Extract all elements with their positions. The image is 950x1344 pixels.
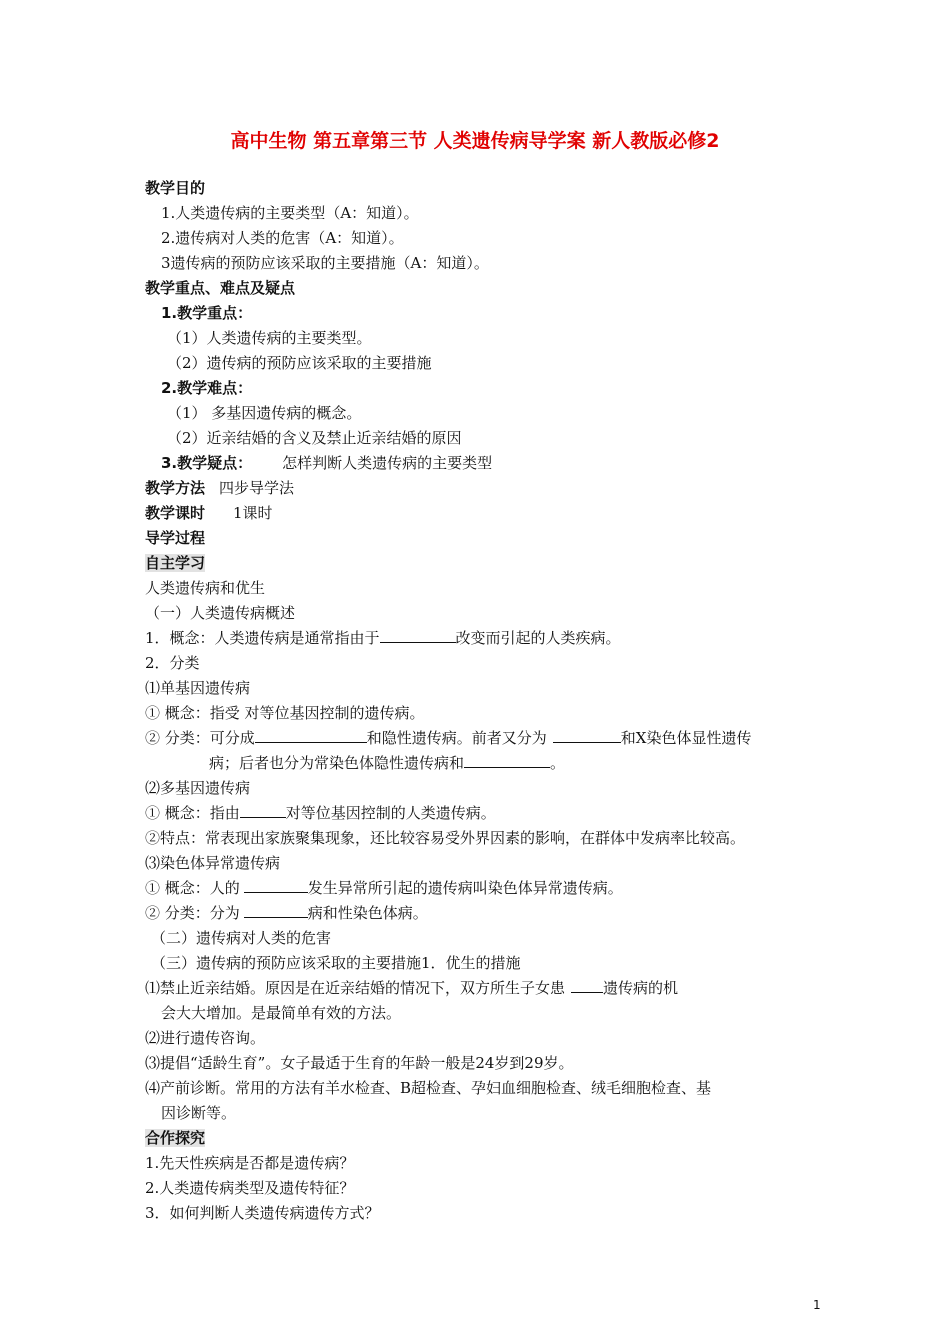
multi-concept-text-b: 对等位基因控制的人类遗传病。 [285,804,496,822]
concept-text-a: 1．概念：人类遗传病是通常指由于 [145,629,380,647]
fill-blank[interactable] [380,626,456,643]
question-item: 2.人类遗传病类型及遗传特征？ [145,1179,355,1197]
section-heading: （一）人类遗传病概述 [145,604,296,622]
single-class-text-b: 和隐性遗传病。前者又分为 [366,729,547,747]
difficult-points-heading: 2.教学难点： [161,379,253,397]
objective-item: 3遗传病的预防应该采取的主要措施（A：知道）。 [161,254,489,272]
chromosome-heading: ⑶染色体异常遗传病 [145,854,281,872]
measure-line-continued: 因诊断等。 [161,1104,237,1122]
page-number: 1 [813,1298,821,1312]
topic-line: 人类遗传病和优生 [145,579,266,597]
multi-gene-heading: ⑵多基因遗传病 [145,779,251,797]
single-class-text-d: 病；后者也分为常染色体隐性遗传病和 [209,754,465,772]
process-heading: 导学过程 [145,529,206,547]
fill-blank[interactable] [240,801,286,818]
measure-text-a: ⑴禁止近亲结婚。原因是在近亲结婚的情况下，双方所生子女患 [145,979,566,997]
self-study-heading: 自主学习 [145,554,206,572]
page-title: 高中生物 第五章第三节 人类遗传病导学案 新人教版必修2 [230,130,720,152]
section-heading: （三）遗传病的预防应该采取的主要措施1．优生的措施 [151,954,521,972]
measure-text-b: 遗传病的机 [603,979,679,997]
concept-text-b: 改变而引起的人类疾病。 [455,629,621,647]
single-class-text-e: 。 [550,754,566,772]
section-heading: （二）遗传病对人类的危害 [151,929,332,947]
document-body [145,176,815,1226]
key-point-item: （2）遗传病的预防应该采取的主要措施 [167,354,432,372]
fill-blank[interactable] [244,876,308,893]
single-gene-concept: ① 概念：指受 对等位基因控制的遗传病。 [145,704,425,722]
difficult-point-item: （2）近亲结婚的含义及禁止近亲结婚的原因 [167,429,462,447]
fill-blank[interactable] [255,726,367,743]
difficult-point-item: （1） 多基因遗传病的概念。 [167,404,362,422]
measure-line: ⑵进行遗传咨询。 [145,1029,266,1047]
multi-gene-feature: ②特点：常表现出家族聚集现象，还比较容易受外界因素的影响，在群体中发病率比较高。 [145,829,746,847]
single-gene-heading: ⑴单基因遗传病 [145,679,251,697]
hours-label: 教学课时 [145,504,206,522]
fill-blank[interactable] [553,726,621,743]
question-item: 1.先天性疾病是否都是遗传病？ [145,1154,355,1172]
method-value: 四步导学法 [219,479,295,497]
classify-heading: 2．分类 [145,654,200,672]
concept-line [145,626,815,651]
fill-blank[interactable] [464,751,550,768]
chromosome-concept-line [145,876,815,901]
chromo-concept-text-b: 发生异常所引起的遗传病叫染色体异常遗传病。 [307,879,623,897]
measure-line [145,976,815,1001]
fill-blank[interactable] [571,976,603,993]
hours-line [145,501,815,526]
chromo-class-text-a: ② 分类：分为 [145,904,240,922]
method-label: 教学方法 [145,479,206,497]
focus-heading: 教学重点、难点及疑点 [145,279,296,297]
question-item: 3．如何判断人类遗传病遗传方式？ [145,1204,380,1222]
measure-line: ⑶提倡“适龄生育”。女子最适于生育的年龄一般是24岁到29岁。 [145,1054,574,1072]
single-class-text-c: 和X染色体显性遗传 [620,729,752,747]
chromo-concept-text-a: ① 概念：人的 [145,879,240,897]
measure-line-continued: 会大大增加。是最简单有效的方法。 [161,1004,402,1022]
measure-line: ⑷产前诊断。常用的方法有羊水检查、B超检查、孕妇血细胞检查、绒毛细胞检查、基 [145,1079,712,1097]
single-gene-class-line [145,726,815,751]
doubt-point-text: 怎样判断人类遗传病的主要类型 [282,454,493,472]
hours-value: 1课时 [233,504,273,522]
fill-blank[interactable] [244,901,308,918]
doubt-point-line [145,451,815,476]
single-gene-class-line-2 [145,751,815,776]
doubt-point-heading: 3.教学疑点： [161,454,253,472]
cooperate-heading: 合作探究 [145,1129,206,1147]
method-line [145,476,815,501]
objective-item: 2.遗传病对人类的危害（A：知道）。 [161,229,404,247]
multi-gene-concept-line [145,801,815,826]
chromo-class-text-b: 病和性染色体病。 [307,904,428,922]
key-points-heading: 1.教学重点： [161,304,253,322]
chromosome-class-line [145,901,815,926]
objective-item: 1.人类遗传病的主要类型（A：知道）。 [161,204,419,222]
key-point-item: （1）人类遗传病的主要类型。 [167,329,372,347]
objectives-heading: 教学目的 [145,179,206,197]
multi-concept-text-a: ① 概念：指由 [145,804,240,822]
single-class-text-a: ② 分类：可分成 [145,729,255,747]
